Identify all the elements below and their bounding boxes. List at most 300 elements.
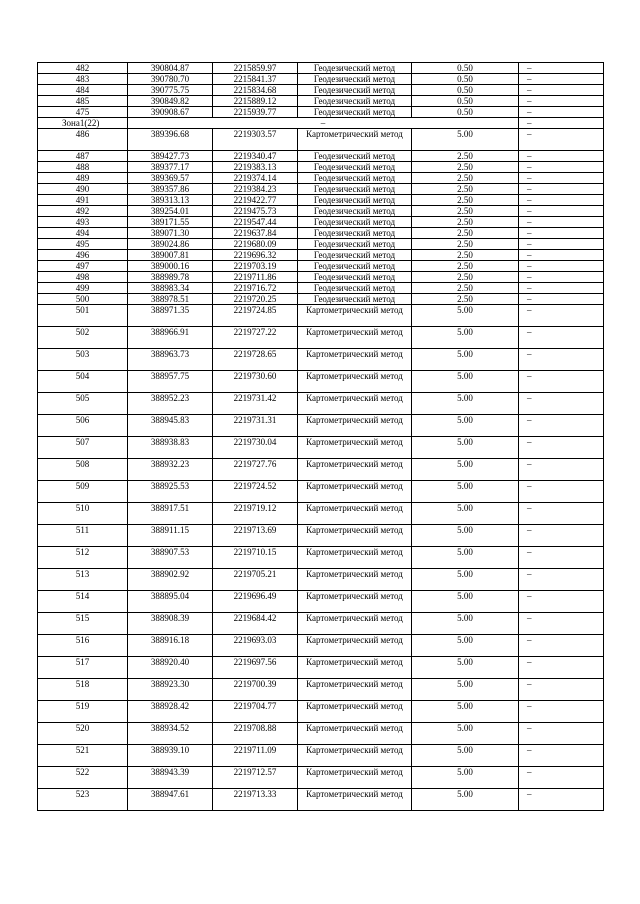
note-cell: – — [519, 261, 604, 272]
method-cell: Картометрический метод — [298, 349, 412, 371]
zone-note: – — [519, 118, 604, 129]
y-coordinate-cell: 2215889.12 — [213, 96, 298, 107]
table-row — [38, 96, 604, 107]
note-cell: – — [519, 162, 604, 173]
point-number-cell: 482 — [38, 63, 128, 74]
point-number-cell: 485 — [38, 96, 128, 107]
x-coordinate-cell: 389427.73 — [128, 151, 213, 162]
accuracy-cell: 2.50 — [412, 272, 519, 283]
table-row — [38, 327, 604, 349]
table-row — [38, 415, 604, 437]
note-cell: – — [519, 272, 604, 283]
point-number-cell: 517 — [38, 657, 128, 679]
point-number-cell: 484 — [38, 85, 128, 96]
y-coordinate-cell: 2219303.57 — [213, 129, 298, 151]
table-row — [38, 250, 604, 261]
x-coordinate-cell: 388895.04 — [128, 591, 213, 613]
method-cell: Геодезический метод — [298, 85, 412, 96]
point-number-cell: 492 — [38, 206, 128, 217]
method-cell: Картометрический метод — [298, 767, 412, 789]
x-coordinate-cell: 389000.16 — [128, 261, 213, 272]
table-row — [38, 789, 604, 811]
x-coordinate-cell: 388934.52 — [128, 723, 213, 745]
table-row — [38, 679, 604, 701]
y-coordinate-cell: 2219705.21 — [213, 569, 298, 591]
x-coordinate-cell: 388911.15 — [128, 525, 213, 547]
method-cell: Картометрический метод — [298, 701, 412, 723]
table-row — [38, 272, 604, 283]
point-number-cell: 489 — [38, 173, 128, 184]
note-cell: – — [519, 503, 604, 525]
accuracy-cell: 5.00 — [412, 129, 519, 151]
note-cell: – — [519, 239, 604, 250]
y-coordinate-cell: 2215859.97 — [213, 63, 298, 74]
x-coordinate-cell: 389254.01 — [128, 206, 213, 217]
accuracy-cell: 2.50 — [412, 294, 519, 305]
accuracy-cell: 0.50 — [412, 63, 519, 74]
method-cell: Картометрический метод — [298, 437, 412, 459]
table-row — [38, 525, 604, 547]
y-coordinate-cell: 2219384.23 — [213, 184, 298, 195]
x-coordinate-cell: 388945.83 — [128, 415, 213, 437]
point-number-cell: 519 — [38, 701, 128, 723]
point-number-cell: 502 — [38, 327, 128, 349]
table-row — [38, 107, 604, 118]
table-row — [38, 393, 604, 415]
method-cell: Картометрический метод — [298, 613, 412, 635]
note-cell: – — [519, 327, 604, 349]
x-coordinate-cell: 388966.91 — [128, 327, 213, 349]
method-cell: Геодезический метод — [298, 206, 412, 217]
accuracy-cell: 5.00 — [412, 349, 519, 371]
note-cell: – — [519, 371, 604, 393]
y-coordinate-cell: 2219712.57 — [213, 767, 298, 789]
method-cell: Геодезический метод — [298, 261, 412, 272]
accuracy-cell: 5.00 — [412, 481, 519, 503]
note-cell: – — [519, 96, 604, 107]
table-row — [38, 162, 604, 173]
y-coordinate-cell: 2219547.44 — [213, 217, 298, 228]
accuracy-cell: 5.00 — [412, 679, 519, 701]
y-coordinate-cell: 2219710.15 — [213, 547, 298, 569]
note-cell: – — [519, 294, 604, 305]
method-cell: Геодезический метод — [298, 239, 412, 250]
point-number-cell: 514 — [38, 591, 128, 613]
accuracy-cell: 5.00 — [412, 635, 519, 657]
x-coordinate-cell: 388916.18 — [128, 635, 213, 657]
y-coordinate-cell: 2219693.03 — [213, 635, 298, 657]
table-row — [38, 173, 604, 184]
point-number-cell: 507 — [38, 437, 128, 459]
note-cell: – — [519, 481, 604, 503]
y-coordinate-cell: 2219727.76 — [213, 459, 298, 481]
x-coordinate-cell: 389007.81 — [128, 250, 213, 261]
x-coordinate-cell: 388938.83 — [128, 437, 213, 459]
point-number-cell: 493 — [38, 217, 128, 228]
point-number-cell: 500 — [38, 294, 128, 305]
y-coordinate-cell: 2219680.09 — [213, 239, 298, 250]
accuracy-cell: 5.00 — [412, 327, 519, 349]
method-cell: Картометрический метод — [298, 657, 412, 679]
note-cell: – — [519, 184, 604, 195]
accuracy-cell: 5.00 — [412, 547, 519, 569]
note-cell: – — [519, 173, 604, 184]
note-cell: – — [519, 613, 604, 635]
x-coordinate-cell: 388971.35 — [128, 305, 213, 327]
y-coordinate-cell: 2219731.31 — [213, 415, 298, 437]
note-cell: – — [519, 789, 604, 811]
note-cell: – — [519, 74, 604, 85]
x-coordinate-cell: 388908.39 — [128, 613, 213, 635]
method-cell: Картометрический метод — [298, 415, 412, 437]
table-row — [38, 349, 604, 371]
note-cell: – — [519, 723, 604, 745]
table-row — [38, 195, 604, 206]
method-cell: Картометрический метод — [298, 591, 412, 613]
note-cell: – — [519, 63, 604, 74]
point-number-cell: 510 — [38, 503, 128, 525]
point-number-cell: 523 — [38, 789, 128, 811]
zone-dash: – — [128, 118, 519, 129]
method-cell: Картометрический метод — [298, 393, 412, 415]
accuracy-cell: 5.00 — [412, 459, 519, 481]
note-cell: – — [519, 635, 604, 657]
point-number-cell: 518 — [38, 679, 128, 701]
table-row — [38, 184, 604, 195]
x-coordinate-cell: 390804.87 — [128, 63, 213, 74]
point-number-cell: 475 — [38, 107, 128, 118]
note-cell: – — [519, 701, 604, 723]
table-row — [38, 547, 604, 569]
x-coordinate-cell: 388978.51 — [128, 294, 213, 305]
point-number-cell: 499 — [38, 283, 128, 294]
accuracy-cell: 5.00 — [412, 503, 519, 525]
table-row — [38, 217, 604, 228]
note-cell: – — [519, 547, 604, 569]
point-number-cell: 503 — [38, 349, 128, 371]
x-coordinate-cell: 388902.92 — [128, 569, 213, 591]
table-row — [38, 459, 604, 481]
point-number-cell: 516 — [38, 635, 128, 657]
accuracy-cell: 5.00 — [412, 745, 519, 767]
x-coordinate-cell: 389024.86 — [128, 239, 213, 250]
y-coordinate-cell: 2219704.77 — [213, 701, 298, 723]
note-cell: – — [519, 437, 604, 459]
point-number-cell: 496 — [38, 250, 128, 261]
method-cell: Картометрический метод — [298, 745, 412, 767]
table-body-after-zone — [38, 129, 604, 811]
note-cell: – — [519, 415, 604, 437]
y-coordinate-cell: 2219730.60 — [213, 371, 298, 393]
y-coordinate-cell: 2215841.37 — [213, 74, 298, 85]
accuracy-cell: 5.00 — [412, 415, 519, 437]
method-cell: Картометрический метод — [298, 679, 412, 701]
accuracy-cell: 5.00 — [412, 767, 519, 789]
x-coordinate-cell: 388907.53 — [128, 547, 213, 569]
table-row — [38, 437, 604, 459]
y-coordinate-cell: 2219720.25 — [213, 294, 298, 305]
method-cell: Картометрический метод — [298, 525, 412, 547]
accuracy-cell: 5.00 — [412, 789, 519, 811]
table-row — [38, 239, 604, 250]
note-cell: – — [519, 206, 604, 217]
note-cell: – — [519, 349, 604, 371]
y-coordinate-cell: 2219730.04 — [213, 437, 298, 459]
y-coordinate-cell: 2219713.33 — [213, 789, 298, 811]
method-cell: Геодезический метод — [298, 250, 412, 261]
accuracy-cell: 2.50 — [412, 283, 519, 294]
y-coordinate-cell: 2219711.86 — [213, 272, 298, 283]
x-coordinate-cell: 388963.73 — [128, 349, 213, 371]
x-coordinate-cell: 389171.55 — [128, 217, 213, 228]
x-coordinate-cell: 389377.17 — [128, 162, 213, 173]
note-cell: – — [519, 129, 604, 151]
point-number-cell: 521 — [38, 745, 128, 767]
method-cell: Картометрический метод — [298, 503, 412, 525]
accuracy-cell: 0.50 — [412, 107, 519, 118]
point-number-cell: 494 — [38, 228, 128, 239]
point-number-cell: 483 — [38, 74, 128, 85]
method-cell: Геодезический метод — [298, 96, 412, 107]
accuracy-cell: 2.50 — [412, 217, 519, 228]
accuracy-cell: 5.00 — [412, 569, 519, 591]
accuracy-cell: 2.50 — [412, 162, 519, 173]
y-coordinate-cell: 2215939.77 — [213, 107, 298, 118]
note-cell: – — [519, 305, 604, 327]
accuracy-cell: 2.50 — [412, 206, 519, 217]
y-coordinate-cell: 2219637.84 — [213, 228, 298, 239]
note-cell: – — [519, 217, 604, 228]
accuracy-cell: 5.00 — [412, 657, 519, 679]
x-coordinate-cell: 388928.42 — [128, 701, 213, 723]
accuracy-cell: 5.00 — [412, 591, 519, 613]
accuracy-cell: 5.00 — [412, 437, 519, 459]
y-coordinate-cell: 2219696.32 — [213, 250, 298, 261]
accuracy-cell: 5.00 — [412, 393, 519, 415]
x-coordinate-cell: 388943.39 — [128, 767, 213, 789]
y-coordinate-cell: 2219724.85 — [213, 305, 298, 327]
x-coordinate-cell: 388939.10 — [128, 745, 213, 767]
x-coordinate-cell: 388925.53 — [128, 481, 213, 503]
table-row — [38, 701, 604, 723]
method-cell: Картометрический метод — [298, 371, 412, 393]
x-coordinate-cell: 390908.67 — [128, 107, 213, 118]
table-row — [38, 767, 604, 789]
y-coordinate-cell: 2219716.72 — [213, 283, 298, 294]
table-row — [38, 723, 604, 745]
accuracy-cell: 2.50 — [412, 195, 519, 206]
accuracy-cell: 5.00 — [412, 371, 519, 393]
point-number-cell: 505 — [38, 393, 128, 415]
method-cell: Картометрический метод — [298, 481, 412, 503]
note-cell: – — [519, 151, 604, 162]
accuracy-cell: 0.50 — [412, 85, 519, 96]
note-cell: – — [519, 250, 604, 261]
table-row — [38, 261, 604, 272]
point-number-cell: 486 — [38, 129, 128, 151]
note-cell: – — [519, 85, 604, 96]
coordinates-table — [37, 62, 604, 811]
point-number-cell: 488 — [38, 162, 128, 173]
point-number-cell: 513 — [38, 569, 128, 591]
table-row — [38, 657, 604, 679]
point-number-cell: 498 — [38, 272, 128, 283]
x-coordinate-cell: 388957.75 — [128, 371, 213, 393]
table-row — [38, 283, 604, 294]
x-coordinate-cell: 388983.34 — [128, 283, 213, 294]
note-cell: – — [519, 459, 604, 481]
note-cell: – — [519, 569, 604, 591]
table-row — [38, 129, 604, 151]
method-cell: Картометрический метод — [298, 569, 412, 591]
y-coordinate-cell: 2219697.56 — [213, 657, 298, 679]
zone-row — [38, 118, 604, 129]
y-coordinate-cell: 2219383.13 — [213, 162, 298, 173]
point-number-cell: 506 — [38, 415, 128, 437]
method-cell: Геодезический метод — [298, 173, 412, 184]
table-row — [38, 371, 604, 393]
y-coordinate-cell: 2219422.77 — [213, 195, 298, 206]
note-cell: – — [519, 283, 604, 294]
method-cell: Геодезический метод — [298, 74, 412, 85]
accuracy-cell: 2.50 — [412, 228, 519, 239]
table-row — [38, 228, 604, 239]
accuracy-cell: 2.50 — [412, 151, 519, 162]
accuracy-cell: 5.00 — [412, 613, 519, 635]
point-number-cell: 520 — [38, 723, 128, 745]
x-coordinate-cell: 388920.40 — [128, 657, 213, 679]
method-cell: Геодезический метод — [298, 294, 412, 305]
x-coordinate-cell: 388917.51 — [128, 503, 213, 525]
x-coordinate-cell: 388947.61 — [128, 789, 213, 811]
note-cell: – — [519, 657, 604, 679]
y-coordinate-cell: 2219719.12 — [213, 503, 298, 525]
table-row — [38, 569, 604, 591]
method-cell: Картометрический метод — [298, 129, 412, 151]
method-cell: Картометрический метод — [298, 547, 412, 569]
accuracy-cell: 2.50 — [412, 173, 519, 184]
y-coordinate-cell: 2219684.42 — [213, 613, 298, 635]
x-coordinate-cell: 389396.68 — [128, 129, 213, 151]
y-coordinate-cell: 2219696.49 — [213, 591, 298, 613]
note-cell: – — [519, 107, 604, 118]
note-cell: – — [519, 745, 604, 767]
method-cell: Картометрический метод — [298, 459, 412, 481]
point-number-cell: 497 — [38, 261, 128, 272]
point-number-cell: 491 — [38, 195, 128, 206]
method-cell: Геодезический метод — [298, 283, 412, 294]
accuracy-cell: 2.50 — [412, 261, 519, 272]
note-cell: – — [519, 393, 604, 415]
table-row — [38, 305, 604, 327]
point-number-cell: 504 — [38, 371, 128, 393]
point-number-cell: 512 — [38, 547, 128, 569]
method-cell: Картометрический метод — [298, 789, 412, 811]
table-row — [38, 613, 604, 635]
x-coordinate-cell: 388989.78 — [128, 272, 213, 283]
point-number-cell: 487 — [38, 151, 128, 162]
method-cell: Геодезический метод — [298, 195, 412, 206]
x-coordinate-cell: 389357.86 — [128, 184, 213, 195]
table-row — [38, 206, 604, 217]
y-coordinate-cell: 2215834.68 — [213, 85, 298, 96]
accuracy-cell: 0.50 — [412, 96, 519, 107]
method-cell: Геодезический метод — [298, 228, 412, 239]
y-coordinate-cell: 2219374.14 — [213, 173, 298, 184]
table-row — [38, 294, 604, 305]
point-number-cell: 490 — [38, 184, 128, 195]
note-cell: – — [519, 591, 604, 613]
table-body-before-zone — [38, 63, 604, 118]
method-cell: Геодезический метод — [298, 162, 412, 173]
note-cell: – — [519, 195, 604, 206]
y-coordinate-cell: 2219475.73 — [213, 206, 298, 217]
x-coordinate-cell: 390780.70 — [128, 74, 213, 85]
x-coordinate-cell: 388923.30 — [128, 679, 213, 701]
table-row — [38, 151, 604, 162]
point-number-cell: 495 — [38, 239, 128, 250]
note-cell: – — [519, 679, 604, 701]
x-coordinate-cell: 389313.13 — [128, 195, 213, 206]
x-coordinate-cell: 390775.75 — [128, 85, 213, 96]
x-coordinate-cell: 389369.57 — [128, 173, 213, 184]
table-row — [38, 635, 604, 657]
point-number-cell: 515 — [38, 613, 128, 635]
method-cell: Картометрический метод — [298, 327, 412, 349]
x-coordinate-cell: 388932.23 — [128, 459, 213, 481]
method-cell: Геодезический метод — [298, 217, 412, 228]
table-row — [38, 745, 604, 767]
accuracy-cell: 5.00 — [412, 723, 519, 745]
y-coordinate-cell: 2219724.52 — [213, 481, 298, 503]
accuracy-cell: 0.50 — [412, 74, 519, 85]
method-cell: Геодезический метод — [298, 151, 412, 162]
accuracy-cell: 2.50 — [412, 250, 519, 261]
y-coordinate-cell: 2219703.19 — [213, 261, 298, 272]
method-cell: Геодезический метод — [298, 63, 412, 74]
table-row — [38, 74, 604, 85]
y-coordinate-cell: 2219727.22 — [213, 327, 298, 349]
note-cell: – — [519, 228, 604, 239]
method-cell: Геодезический метод — [298, 184, 412, 195]
accuracy-cell: 5.00 — [412, 305, 519, 327]
y-coordinate-cell: 2219700.39 — [213, 679, 298, 701]
y-coordinate-cell: 2219340.47 — [213, 151, 298, 162]
y-coordinate-cell: 2219728.65 — [213, 349, 298, 371]
x-coordinate-cell: 388952.23 — [128, 393, 213, 415]
accuracy-cell: 5.00 — [412, 701, 519, 723]
point-number-cell: 508 — [38, 459, 128, 481]
accuracy-cell: 5.00 — [412, 525, 519, 547]
accuracy-cell: 2.50 — [412, 184, 519, 195]
table-row — [38, 63, 604, 74]
table-row — [38, 481, 604, 503]
y-coordinate-cell: 2219713.69 — [213, 525, 298, 547]
note-cell: – — [519, 767, 604, 789]
method-cell: Геодезический метод — [298, 272, 412, 283]
accuracy-cell: 2.50 — [412, 239, 519, 250]
table-row — [38, 85, 604, 96]
table-row — [38, 503, 604, 525]
method-cell: Геодезический метод — [298, 107, 412, 118]
point-number-cell: 522 — [38, 767, 128, 789]
table-row — [38, 591, 604, 613]
method-cell: Картометрический метод — [298, 723, 412, 745]
method-cell: Картометрический метод — [298, 305, 412, 327]
zone-section — [38, 118, 604, 129]
point-number-cell: 511 — [38, 525, 128, 547]
y-coordinate-cell: 2219731.42 — [213, 393, 298, 415]
